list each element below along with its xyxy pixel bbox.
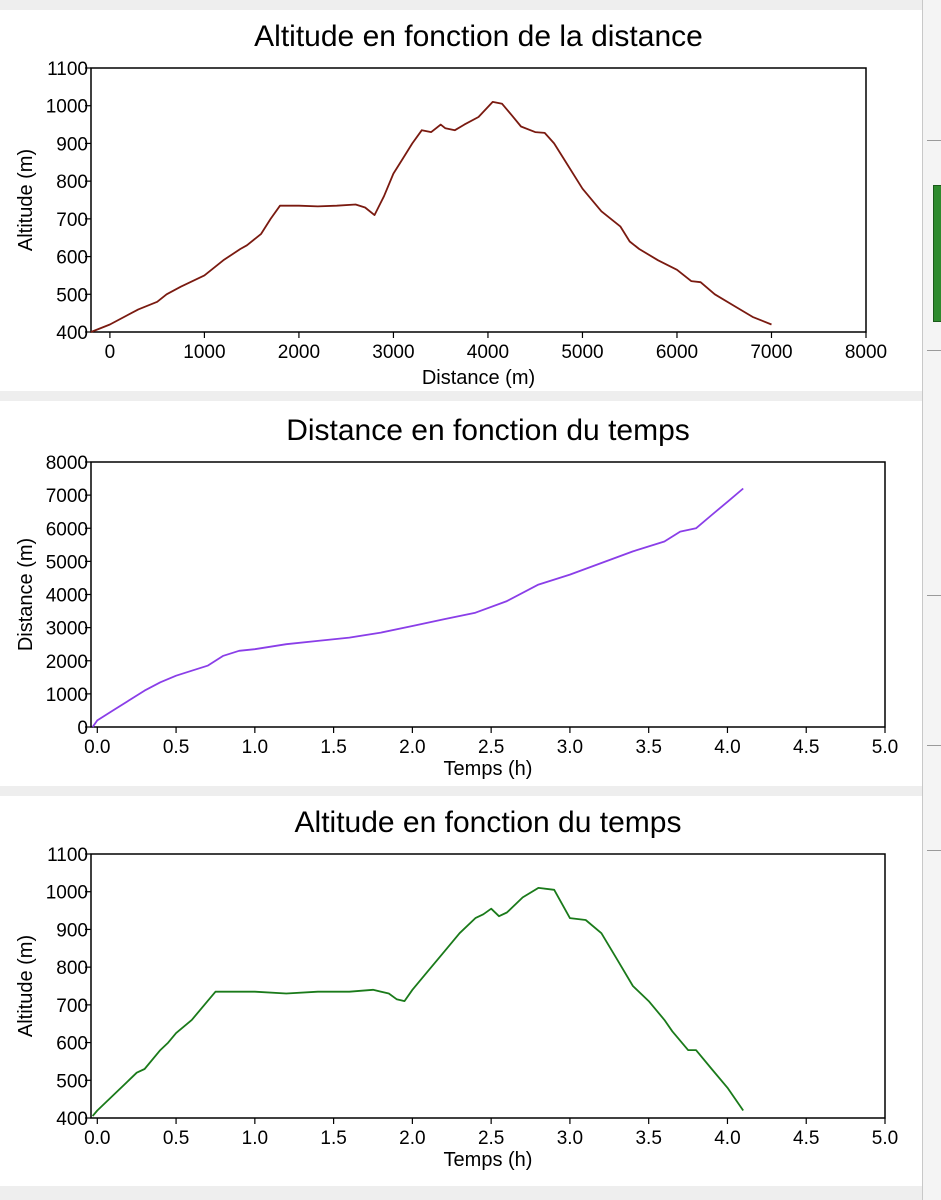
- chart-altitude-time: [0, 796, 922, 1186]
- y-tick-label: 600: [56, 247, 88, 269]
- x-tick-label: 8000: [844, 342, 888, 363]
- x-axis-label: Temps (h): [443, 758, 533, 780]
- y-tick-label: 6000: [45, 519, 88, 541]
- x-tick-label: 0.5: [162, 1128, 190, 1149]
- x-tick-label: 0.5: [162, 737, 190, 758]
- y-tick-label: 900: [56, 134, 88, 156]
- chart-title: Altitude en fonction du temps: [294, 806, 682, 839]
- y-tick-label: 700: [56, 209, 88, 231]
- x-tick-label: 0.0: [84, 1128, 111, 1149]
- y-tick-label: 0: [77, 718, 88, 739]
- y-tick-label: 400: [56, 323, 88, 344]
- x-tick-label: 1.0: [241, 1128, 269, 1149]
- y-axis-label: Altitude (m): [15, 934, 37, 1038]
- strip-divider: [927, 140, 941, 141]
- x-tick-label: 5.0: [871, 1128, 899, 1149]
- plot-frame: [91, 68, 866, 332]
- y-tick-label: 4000: [45, 585, 88, 607]
- y-tick-label: 8000: [45, 453, 88, 474]
- y-tick-label: 1000: [45, 684, 88, 706]
- x-tick-label: 5000: [561, 342, 604, 363]
- x-tick-label: 4.0: [714, 1128, 741, 1149]
- y-tick-label: 3000: [45, 618, 88, 640]
- y-tick-label: 800: [56, 172, 88, 194]
- x-axis-label: Temps (h): [443, 1149, 533, 1171]
- chart-distance-time: [0, 401, 922, 786]
- chart-panel-altitude-time: [0, 796, 922, 1186]
- y-tick-label: 7000: [45, 486, 88, 508]
- y-tick-label: 900: [56, 920, 88, 942]
- x-tick-label: 4.0: [714, 737, 741, 758]
- y-axis-label: Altitude (m): [15, 148, 37, 252]
- background-window-strip: [922, 0, 941, 1200]
- strip-divider: [927, 745, 941, 746]
- x-tick-label: 1000: [183, 342, 226, 363]
- x-tick-label: 3.5: [635, 737, 662, 758]
- plot-frame: [91, 462, 885, 727]
- strip-green-block: [933, 185, 941, 322]
- y-tick-label: 1000: [45, 882, 88, 904]
- y-tick-label: 1100: [47, 845, 88, 866]
- y-tick-label: 500: [56, 1071, 88, 1093]
- y-tick-label: 1000: [45, 96, 88, 118]
- chart-altitude-distance: [0, 10, 922, 391]
- x-tick-label: 1.5: [320, 737, 347, 758]
- x-tick-label: 1.5: [320, 1128, 347, 1149]
- x-tick-label: 0.0: [84, 737, 111, 758]
- x-tick-label: 0: [104, 342, 116, 363]
- strip-divider: [927, 595, 941, 596]
- x-tick-label: 5.0: [871, 737, 899, 758]
- x-tick-label: 2.5: [477, 737, 505, 758]
- strip-divider: [927, 850, 941, 851]
- y-tick-label: 600: [56, 1033, 88, 1055]
- x-tick-label: 3.5: [635, 1128, 662, 1149]
- plot-frame: [91, 854, 885, 1118]
- x-tick-label: 6000: [655, 342, 699, 363]
- y-tick-label: 1100: [47, 59, 88, 80]
- y-axis-label: Distance (m): [15, 537, 37, 652]
- x-tick-label: 4000: [466, 342, 510, 363]
- x-tick-label: 2000: [277, 342, 321, 363]
- x-tick-label: 3.0: [556, 737, 584, 758]
- x-tick-label: 7000: [750, 342, 793, 363]
- x-tick-label: 4.5: [793, 1128, 820, 1149]
- y-tick-label: 5000: [45, 552, 88, 574]
- chart-title: Altitude en fonction de la distance: [254, 20, 703, 53]
- strip-divider: [927, 350, 941, 351]
- y-tick-label: 500: [56, 285, 88, 307]
- x-tick-label: 4.5: [793, 737, 820, 758]
- x-tick-label: 2.0: [399, 1128, 426, 1149]
- chart-panel-altitude-distance: [0, 10, 922, 391]
- chart-panel-distance-time: [0, 401, 922, 786]
- chart-title: Distance en fonction du temps: [286, 414, 690, 447]
- x-tick-label: 3.0: [556, 1128, 584, 1149]
- x-tick-label: 2.5: [477, 1128, 505, 1149]
- y-tick-label: 800: [56, 958, 88, 980]
- x-tick-label: 1.0: [241, 737, 269, 758]
- y-tick-label: 700: [56, 995, 88, 1017]
- x-tick-label: 2.0: [399, 737, 426, 758]
- x-axis-label: Distance (m): [421, 367, 536, 389]
- y-tick-label: 2000: [45, 651, 88, 673]
- y-tick-label: 400: [56, 1109, 88, 1130]
- x-tick-label: 3000: [372, 342, 415, 363]
